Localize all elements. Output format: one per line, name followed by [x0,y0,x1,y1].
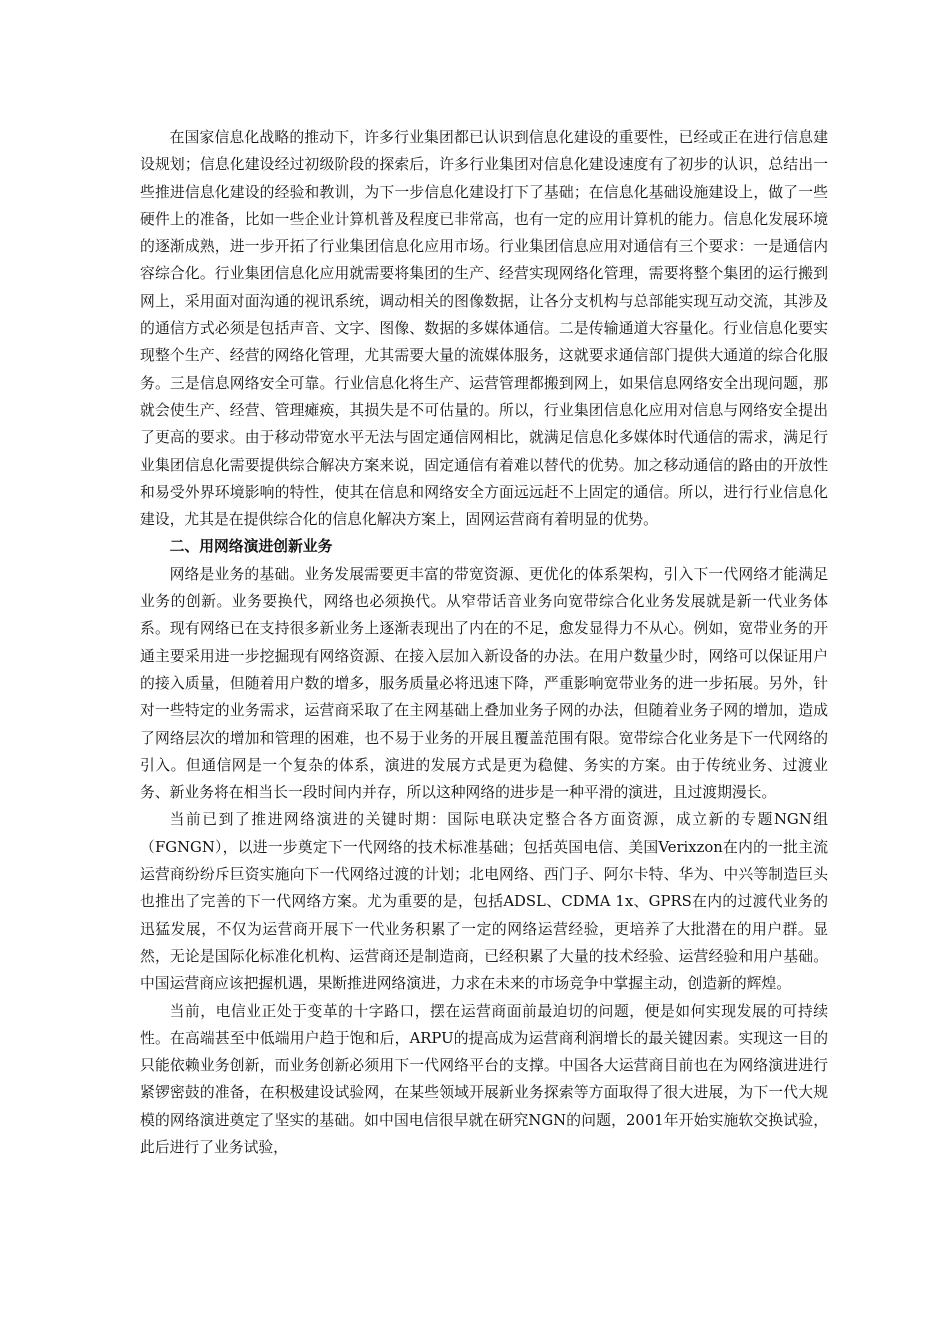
paragraph-network-basis: 网络是业务的基础。业务发展需要更丰富的带宽资源、更优化的体系架构，引入下一代网络才能满足业务的创新。业务要换代，网络也必须换代。从窄带话音业务向宽带综合化业务发展就是新一代业务体系。现有网络已在支持很多新业务上逐渐表现出了内在的不足，愈发显得力不从心。例如，宽带业务的开通主要采用进一步挖掘现有网络资源、在接入层加入新设备的办法。在用户数量少时，网络可以保证用户的接入质量，但随着用户数的增多，服务质量必将迅速下降，严重影响宽带业务的进一步拓展。另外，针对一些特定的业务需求，运营商采取了在主网基础上叠加业务子网的办法，但随着业务子网的增加，造成了网络层次的增加和管理的困难，也不易于业务的开展且覆盖范围有限。宽带综合化业务是下一代网络的引入。但通信网是一个复杂的体系，演进的发展方式是更为稳健、务实的方案。由于传统业务、过渡业务、新业务将在相当长一段时间内并存，所以这种网络的进步是一种平滑的演进，且过渡期漫长。 [140,565,828,802]
document-body [140,124,828,1161]
paragraph-key-period: 当前已到了推进网络演进的关键时期：国际电联决定整合各方面资源，成立新的专题NGN组（FGNGN），以进一步奠定下一代网络的技术标准基础；包括英国电信、美国Verixzon在内的一批主流运营商纷纷斥巨资实施向下一代网络过渡的计划；北电网络、西门子、阿尔卡特、华为、中兴等制造巨头也推出了完善的下一代网络方案。尤为重要的是，包括ADSL、CDMA 1x、GPRS在内的过渡代业务的迅猛发展，不仅为运营商开展下一代业务积累了一定的网络运营经验，更培养了大批潜在的用户群。显然，无论是国际化标准化机构、运营商还是制造商，已经积累了大量的技术经验、运营经验和用户基础。中国运营商应该把握机遇，果断推进网络演进，力求在未来的市场竞争中掌握主动，创造新的辉煌。 [140,811,828,993]
paragraph-industry-informatization: 在国家信息化战略的推动下，许多行业集团都已认识到信息化建设的重要性，已经或正在进行信息建设规划；信息化建设经过初级阶段的探索后，许多行业集团对信息化建设速度有了初步的认识，总结出一些推进信息化建设的经验和教训，为下一步信息化建设打下了基础；在信息化基础设施建设上，做了一些硬件上的准备，比如一些企业计算机普及程度已非常高，也有一定的应用计算机的能力。信息化发展环境的逐渐成熟，进一步开拓了行业集团信息化应用市场。行业集团信息应用对通信有三个要求：一是通信内容综合化。行业集团信息化应用就需要将集团的生产、经营实现网络化管理，需要将整个集团的运行搬到网上，采用面对面沟通的视讯系统，调动相关的图像数据，让各分支机构与总部能实现互动交流，其涉及的通信方式必须是包括声音、文字、图像、数据的多媒体通信。二是传输通道大容量化。行业信息化要实现整个生产、经营的网络化管理，尤其需要大量的流媒体服务，这就要求通信部门提供大通道的综合化服务。三是信息网络安全可靠。行业信息化将生产、运营管理都搬到网上，如果信息网络安全出现问题，那就会使生产、经营、管理瘫痪，其损失是不可估量的。所以，行业集团信息化应用对信息与网络安全提出了更高的要求。由于移动带宽水平无法与固定通信网相比，就满足信息化多媒体时代通信的需求，满足行业集团信息化需要提供综合解决方案来说，固定通信有着难以替代的优势。加之移动通信的路由的开放性和易受外界环境影响的特性，使其在信息和网络安全方面远远赶不上固定的通信。所以，进行行业信息化建设，尤其是在提供综合化的信息化解决方案上，固网运营商有着明显的优势。 [140,129,828,529]
paragraph-telecom-crossroads: 当前，电信业正处于变革的十字路口，摆在运营商面前最迫切的问题，便是如何实现发展的可持续性。在高端甚至中低端用户趋于饱和后，ARPU的提高成为运营商利润增长的最关键因素。实现这一目的只能依赖业务创新，而业务创新必须用下一代网络平台的支撑。中国各大运营商目前也在为网络演进进行紧锣密鼓的准备，在积极建设试验网，在某些领域开展新业务探索等方面取得了很大进展，为下一代大规模的网络演进奠定了坚实的基础。如中国电信很早就在研究NGN的问题，2001年开始实施软交换试验，此后进行了业务试验， [140,1002,828,1156]
section-heading-network-evolution: 二、用网络演进创新业务 [169,538,333,556]
